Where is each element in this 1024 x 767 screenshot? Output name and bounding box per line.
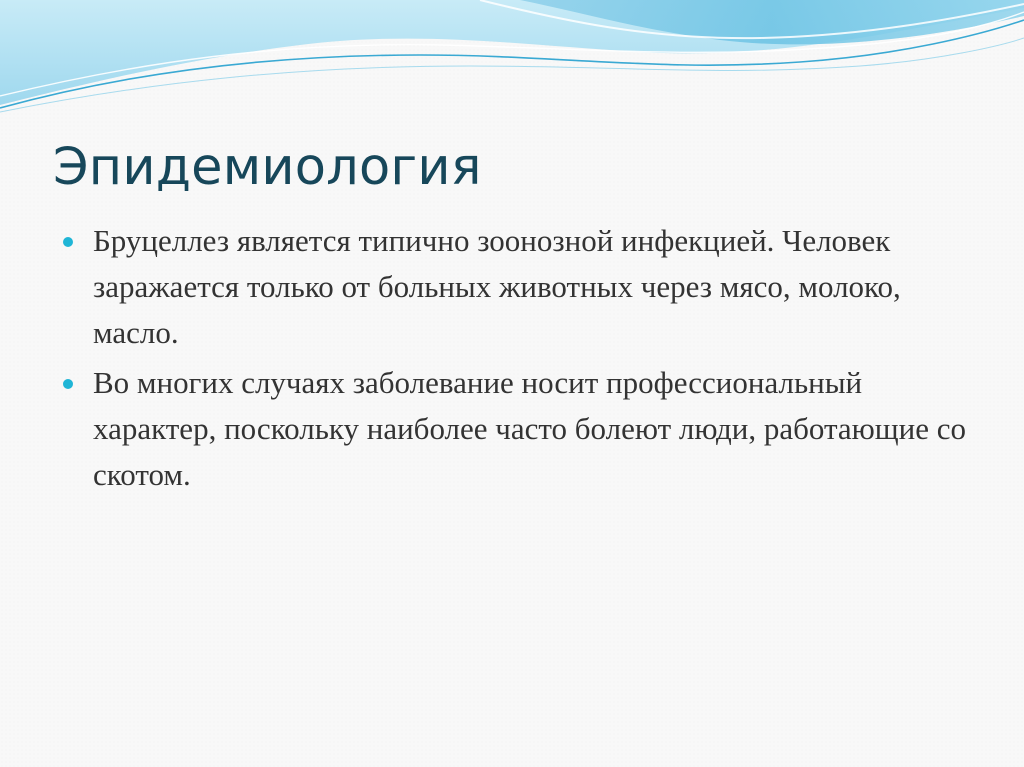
bullet-item xyxy=(62,218,982,356)
bullet-text: Во многих случаях заболевание носит профессиональный характер, поскольку наиболее часто болеют люди, работающие со скотом. xyxy=(93,365,967,492)
header-wave-decoration xyxy=(0,0,1024,130)
bullet-item xyxy=(62,360,982,498)
slide-title: Эпидемиология xyxy=(53,138,482,197)
bullet-dot-icon xyxy=(63,237,73,247)
bullet-list xyxy=(62,218,982,502)
bullet-dot-icon xyxy=(63,379,73,389)
bullet-text: Бруцеллез является типично зоонозной инфекцией. Человек заражается только от больных животных через мясо, молоко, масло. xyxy=(93,223,901,350)
